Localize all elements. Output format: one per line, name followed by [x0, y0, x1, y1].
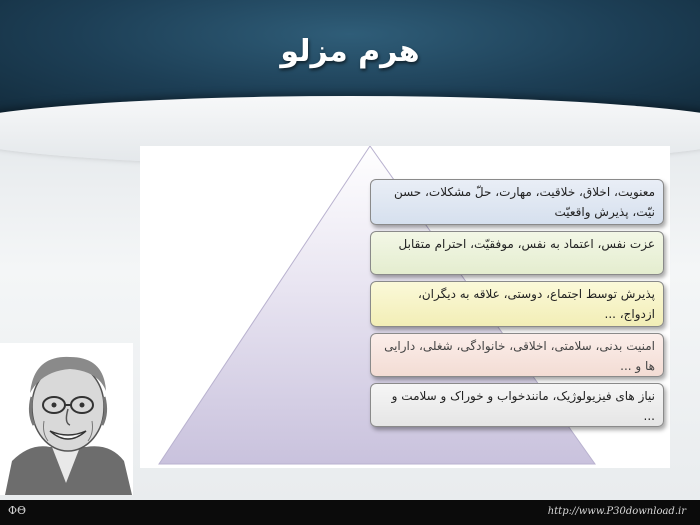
pyramid-level-self-actualization: معنویت، اخلاق، خلاقیت، مهارت، حلّ مشکلات، حسن نیّت، پذیرش واقعیّت [370, 179, 664, 225]
pyramid-level-belonging: پذیرش توسط اجتماع، دوستی، علاقه به دیگران، ازدواج، ... [370, 281, 664, 327]
slide-title: هرم مزلو [280, 34, 420, 69]
pyramid-level-esteem: عزت نفس، اعتماد به نفس، موفقیّت، احترام متقابل [370, 231, 664, 275]
pyramid-level-safety: امنیت بدنی، سلامتی، اخلاقی، خانوادگی، شغلی، دارایی ها و ... [370, 333, 664, 377]
footer-url-link[interactable]: http://www.P30download.ir [547, 506, 686, 517]
pyramid-level-physiological: نیاز های فیزیولوژیک، مانندخواب و خوراک و سلامت و ... [370, 383, 664, 427]
portrait-image [0, 343, 133, 495]
portrait-sketch-icon [0, 343, 133, 495]
footer-logo-mark: ΦΘ [8, 504, 27, 517]
slide-footer [0, 500, 700, 525]
